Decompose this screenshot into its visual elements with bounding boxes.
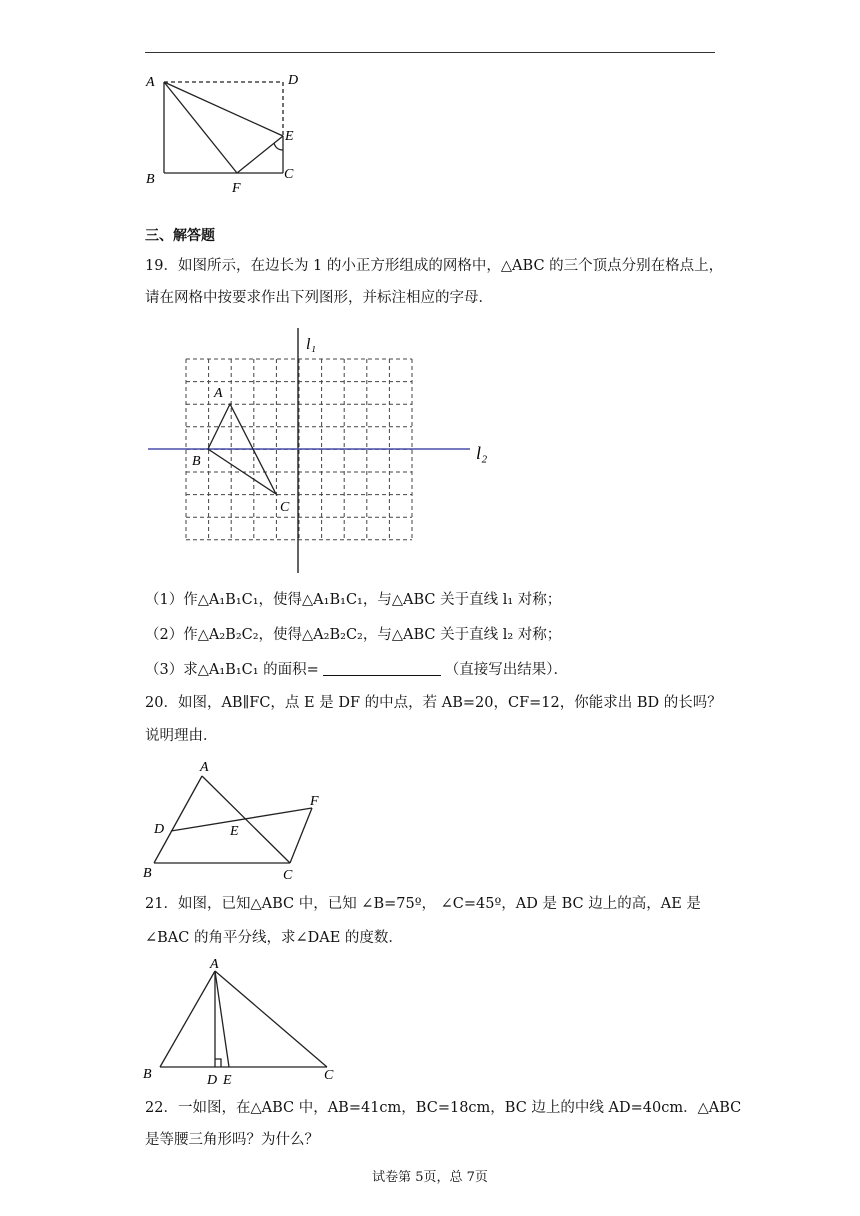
q19-line1: 19．如图所示，在边长为 1 的小正方形组成的网格中，△ABC 的三个顶点分别在格点上， [145, 258, 724, 274]
q20-line2: 说明理由． [145, 728, 218, 744]
fig19-label-l1: l₁ [306, 336, 317, 353]
fig21-label-b: B [143, 1067, 152, 1082]
fig20-label-a: A [200, 760, 209, 775]
page-footer: 试卷第 5页，总 7页 [372, 1170, 488, 1185]
fig18-label-b: B [146, 172, 155, 187]
fig21-diagram [140, 955, 350, 1090]
q21-line2: ∠BAC 的角平分线，求∠DAE 的度数． [145, 930, 403, 946]
q19-sub3-prefix: （3）求△A₁B₁C₁ 的面积= [145, 662, 319, 678]
fig21-label-c: C [324, 1068, 334, 1083]
fig18-label-c: C [284, 167, 294, 182]
fig20-label-c: C [283, 868, 293, 883]
fig18-label-f: F [232, 181, 241, 196]
fig18-label-e: E [285, 129, 294, 144]
q19-sub1: （1）作△A₁B₁C₁，使得△A₁B₁C₁，与△ABC 关于直线 l₁ 对称； [145, 592, 562, 608]
q20-line1: 20．如图，AB∥FC，点 E 是 DF 的中点，若 AB=20，CF=12，你能求出 BD 的长吗？ [145, 695, 722, 711]
fig20-label-b: B [143, 866, 152, 881]
fig18-rectangle-diagram [140, 66, 310, 200]
q19-sub3 [145, 660, 568, 680]
fig18-label-d: D [288, 73, 299, 88]
fig19-label-a: A [214, 386, 223, 401]
answer-blank [323, 661, 441, 676]
fig21-label-e: E [223, 1073, 232, 1088]
fig18-label-a: A [146, 75, 155, 90]
fig19-label-c: C [280, 500, 290, 515]
q19-line2: 请在网格中按要求作出下列图形，并标注相应的字母． [145, 290, 493, 306]
q19-sub2: （2）作△A₂B₂C₂，使得△A₂B₂C₂，与△ABC 关于直线 l₂ 对称； [145, 627, 562, 643]
fig20-label-d: D [154, 822, 165, 837]
fig21-label-a: A [210, 957, 219, 972]
fig21-label-d: D [207, 1073, 218, 1088]
q22-line1: 22．一如图，在△ABC 中，AB=41cm，BC=18cm，BC 边上的中线 AD=40cm．△ABC [145, 1100, 742, 1116]
section-title: 三、解答题 [145, 228, 215, 244]
fig19-label-l2: l₂ [476, 443, 488, 463]
q22-line2: 是等腰三角形吗？为什么？ [145, 1132, 319, 1148]
fig19-grid-diagram [140, 325, 510, 577]
q21-line1: 21．如图，已知△ABC 中，已知 ∠B=75º， ∠C=45º，AD 是 BC 边上的高，AE 是 [145, 896, 701, 912]
fig20-diagram [140, 755, 340, 885]
fig20-label-f: F [310, 794, 319, 809]
header-rule [145, 52, 715, 53]
q19-sub3-suffix: （直接写出结果）． [444, 662, 569, 678]
fig19-label-b: B [192, 454, 201, 469]
fig20-label-e: E [230, 824, 239, 839]
